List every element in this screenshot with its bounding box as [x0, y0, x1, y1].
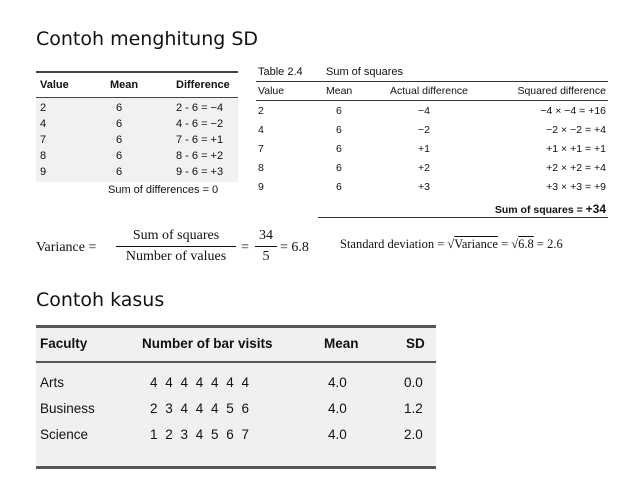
caption-title: Sum of squares	[326, 66, 404, 78]
sum-of-squares-label: Sum of squares =	[494, 204, 586, 216]
cell-value: 9	[40, 166, 47, 178]
table-row	[36, 401, 436, 427]
squares-table-header	[256, 81, 608, 101]
faculty-table	[36, 325, 436, 469]
table-row	[36, 150, 238, 166]
cell-value: 9	[258, 181, 264, 193]
table-row	[36, 375, 436, 401]
cell-visits: 1 2 3 4 5 6 7	[150, 427, 250, 442]
heading-example-sd: Contoh menghitung SD	[36, 28, 259, 50]
variance-denominator: Number of values	[125, 249, 227, 264]
table-row	[256, 105, 608, 124]
sum-of-squares-value: +34	[585, 202, 606, 216]
cell-actual-difference: +1	[418, 143, 430, 155]
sd-radicand-value: 6.8	[518, 237, 534, 251]
cell-squared-difference: −4 × −4 = +16	[540, 105, 606, 117]
variance-value-fraction	[255, 228, 277, 265]
table-row	[36, 427, 436, 453]
header-squared-difference: Squared difference	[517, 85, 606, 97]
cell-sd: 0.0	[404, 375, 423, 390]
variance-fraction	[116, 228, 236, 265]
header-value: Value	[40, 79, 69, 91]
cell-difference: 7 - 6 = +1	[176, 134, 224, 146]
squares-table	[256, 65, 608, 218]
differences-table-header	[36, 71, 238, 98]
cell-mean: 6	[116, 166, 123, 178]
sd-formula	[340, 237, 563, 252]
sd-middle: = √	[497, 237, 519, 251]
cell-actual-difference: +3	[418, 181, 430, 193]
header-mean: Mean	[110, 79, 139, 91]
cell-faculty: Arts	[40, 375, 65, 390]
header-difference: Difference	[176, 79, 230, 91]
table-row	[36, 134, 238, 150]
cell-mean: 6	[116, 150, 123, 162]
cell-mean: 6	[336, 143, 342, 155]
cell-value: 8	[258, 162, 264, 174]
cell-value: 4	[40, 118, 47, 130]
table-row	[256, 124, 608, 143]
heading-example-case: Contoh kasus	[36, 289, 165, 311]
cell-actual-difference: +2	[418, 162, 430, 174]
differences-table-footer	[36, 182, 238, 200]
variance-label: Variance =	[36, 240, 97, 255]
cell-squared-difference: −2 × −2 = +4	[546, 124, 606, 136]
cell-actual-difference: −4	[418, 105, 430, 117]
sd-radicand: Variance	[454, 237, 498, 251]
header-bar-visits: Number of bar visits	[142, 336, 273, 351]
squares-table-footer	[256, 200, 608, 218]
cell-mean: 4.0	[328, 427, 347, 442]
header-mean: Mean	[324, 336, 359, 351]
table-row	[256, 181, 608, 200]
sd-prefix: Standard deviation = √	[340, 237, 455, 251]
caption-number: Table 2.4	[258, 66, 303, 78]
table-row	[36, 166, 238, 182]
sum-of-differences: Sum of differences = 0	[108, 184, 219, 196]
header-mean: Mean	[326, 85, 353, 97]
header-sd: SD	[406, 336, 425, 351]
variance-result: = 6.8	[280, 240, 309, 255]
cell-value: 2	[258, 105, 264, 117]
cell-sd: 2.0	[404, 427, 423, 442]
table-row	[256, 162, 608, 181]
cell-squared-difference: +2 × +2 = +4	[546, 162, 606, 174]
sum-of-squares	[495, 202, 606, 216]
cell-faculty: Science	[40, 427, 89, 442]
cell-mean: 6	[336, 162, 342, 174]
cell-mean: 4.0	[328, 375, 347, 390]
cell-value: 4	[258, 124, 264, 136]
table-row	[36, 102, 238, 118]
cell-mean: 6	[336, 124, 342, 136]
cell-mean: 6	[116, 134, 123, 146]
sd-result: = 2.6	[533, 237, 563, 251]
header-value: Value	[258, 85, 285, 97]
cell-mean: 6	[116, 102, 123, 114]
faculty-table-header	[36, 325, 436, 363]
differences-table	[36, 71, 238, 200]
cell-squared-difference: +3 × +3 = +9	[546, 181, 606, 193]
cell-difference: 9 - 6 = +3	[176, 166, 224, 178]
cell-value: 7	[40, 134, 47, 146]
table-row	[36, 118, 238, 134]
faculty-table-bottom-rule	[36, 453, 436, 469]
cell-difference: 4 - 6 = −2	[176, 118, 224, 130]
cell-faculty: Business	[40, 401, 95, 416]
footer-divider	[318, 217, 608, 218]
variance-value-denominator: 5	[262, 249, 270, 264]
cell-value: 2	[40, 102, 47, 114]
cell-difference: 2 - 6 = −4	[176, 102, 224, 114]
cell-difference: 8 - 6 = +2	[176, 150, 224, 162]
header-actual-difference: Actual difference	[390, 85, 469, 97]
cell-sd: 1.2	[404, 401, 423, 416]
cell-mean: 6	[336, 181, 342, 193]
variance-numerator: Sum of squares	[116, 228, 236, 247]
cell-mean: 6	[336, 105, 342, 117]
cell-squared-difference: +1 × +1 = +1	[546, 143, 606, 155]
variance-value-numerator: 34	[255, 228, 277, 247]
cell-actual-difference: −2	[418, 124, 430, 136]
cell-mean: 4.0	[328, 401, 347, 416]
cell-value: 8	[40, 150, 47, 162]
cell-mean: 6	[116, 118, 123, 130]
table-row	[256, 143, 608, 162]
cell-visits: 2 3 4 4 4 5 6	[150, 401, 250, 416]
cell-value: 7	[258, 143, 264, 155]
header-faculty: Faculty	[40, 336, 88, 351]
variance-formula	[36, 228, 316, 274]
squares-table-caption	[256, 65, 608, 81]
cell-visits: 4 4 4 4 4 4 4	[150, 375, 250, 390]
variance-equals: =	[241, 240, 249, 255]
